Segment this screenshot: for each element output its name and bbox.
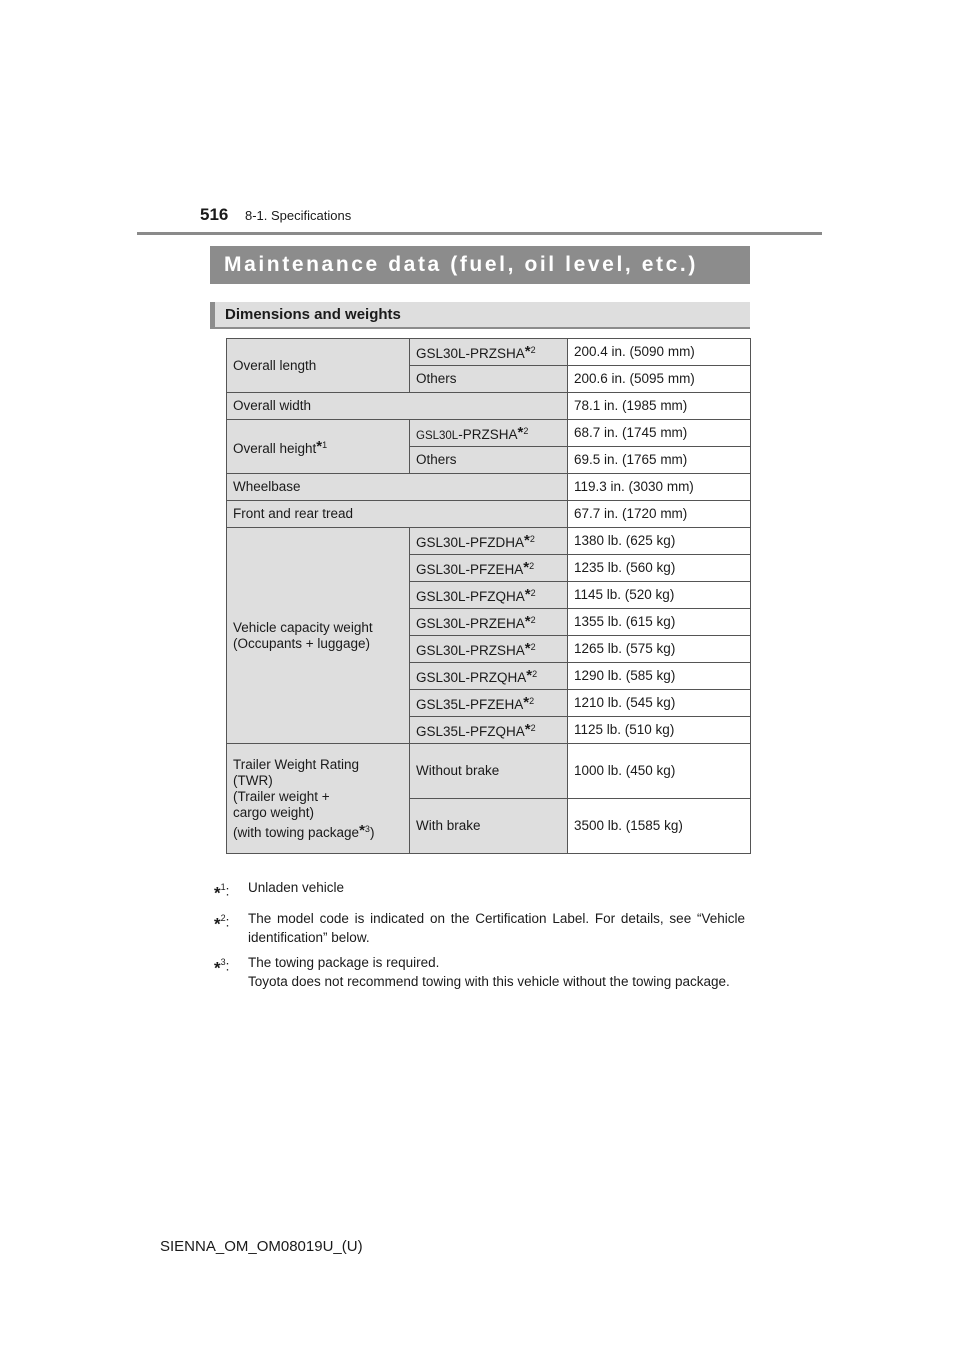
- value-cell: 119.3 in. (3030 mm): [568, 474, 751, 501]
- footnote-3: *$^3$: The towing package is required. Toyota does not recommend towing with this vehicle without the towing package.: [214, 954, 730, 989]
- value-cell: 1290 lb. (585 kg): [568, 663, 751, 690]
- model-cell: Without brake: [410, 744, 568, 799]
- table-row: [227, 501, 751, 528]
- table-row: [227, 528, 751, 555]
- value-cell: 1380 lb. (625 kg): [568, 528, 751, 555]
- row-label-overall-width: Overall width: [227, 393, 568, 420]
- value-cell: 1210 lb. (545 kg): [568, 690, 751, 717]
- model-cell: GSL30L-PFZDHA$^{*2}$: [410, 528, 568, 555]
- value-cell: 1145 lb. (520 kg): [568, 582, 751, 609]
- model-cell: GSL35L-PFZEHA$^{*2}$: [410, 690, 568, 717]
- value-cell: 1125 lb. (510 kg): [568, 717, 751, 744]
- model-cell: GSL30L-PFZQHA$^{*2}$: [410, 582, 568, 609]
- model-cell: With brake: [410, 799, 568, 854]
- value-cell: 200.4 in. (5090 mm): [568, 339, 751, 366]
- value-cell: 1235 lb. (560 kg): [568, 555, 751, 582]
- model-cell: GSL30L-PFZEHA$^{*2}$: [410, 555, 568, 582]
- section-subtitle: Dimensions and weights: [210, 302, 750, 329]
- table-row: [227, 474, 751, 501]
- model-cell: Others: [410, 366, 568, 393]
- model-cell: GSL35L-PFZQHA$^{*2}$: [410, 717, 568, 744]
- table-row: [227, 393, 751, 420]
- row-label-twr: Trailer Weight Rating (TWR) (Trailer weight + cargo weight) (with towing package$^{*3}$): [227, 744, 410, 854]
- table-row: [227, 339, 751, 366]
- value-cell: 1355 lb. (615 kg): [568, 609, 751, 636]
- table-row: [227, 420, 751, 447]
- spec-table: [226, 338, 751, 854]
- value-cell: 68.7 in. (1745 mm): [568, 420, 751, 447]
- model-cell: Others: [410, 447, 568, 474]
- model-cell: GSL30L-PRZQHA$^{*2}$: [410, 663, 568, 690]
- value-cell: 78.1 in. (1985 mm): [568, 393, 751, 420]
- page-title: Maintenance data (fuel, oil level, etc.): [210, 246, 750, 284]
- row-label-capacity: Vehicle capacity weight (Occupants + luggage): [227, 528, 410, 744]
- model-cell: GSL30L-PRZSHA$^{*2}$: [410, 339, 568, 366]
- footnote-2: *$^2$: The model code is indicated on the Certification Label. For details, see “Vehicle identification” below.: [214, 910, 745, 945]
- footnote-1: *$^1$: Unladen vehicle: [214, 880, 345, 903]
- value-cell: 3500 lb. (1585 kg): [568, 799, 751, 854]
- model-cell: GSL30L-PRZSHA$^{*2}$: [410, 420, 568, 447]
- value-cell: 69.5 in. (1765 mm): [568, 447, 751, 474]
- footnotes: [214, 878, 745, 997]
- value-cell: 1265 lb. (575 kg): [568, 636, 751, 663]
- value-cell: 1000 lb. (450 kg): [568, 744, 751, 799]
- row-label-overall-height: Overall height$^{*1}$: [227, 420, 410, 474]
- header-rule: [137, 232, 822, 235]
- value-cell: 67.7 in. (1720 mm): [568, 501, 751, 528]
- value-cell: 200.6 in. (5095 mm): [568, 366, 751, 393]
- model-cell: GSL30L-PRZSHA$^{*2}$: [410, 636, 568, 663]
- page-number: 516: [200, 205, 229, 224]
- row-label-overall-length: Overall length: [227, 339, 410, 393]
- footer-doc-code: SIENNA_OM_OM08019U_(U): [160, 1238, 363, 1255]
- section-label: 8-1. Specifications: [245, 208, 352, 223]
- model-cell: GSL30L-PRZEHA$^{*2}$: [410, 609, 568, 636]
- row-label-tread: Front and rear tread: [227, 501, 568, 528]
- row-label-wheelbase: Wheelbase: [227, 474, 568, 501]
- table-row: [227, 744, 751, 799]
